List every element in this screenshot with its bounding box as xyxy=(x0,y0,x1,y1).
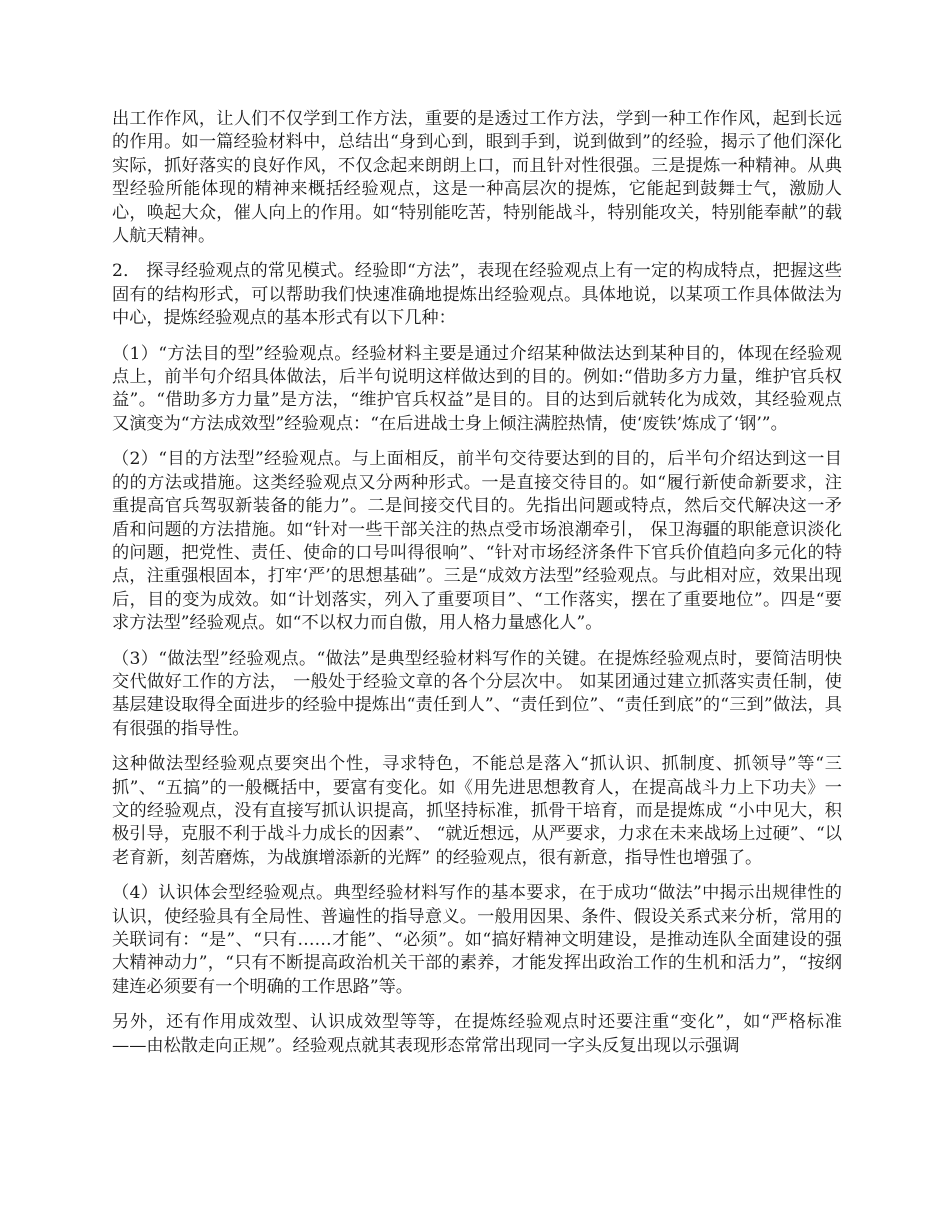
paragraph-work-style: 出工作作风，让人们不仅学到工作方法，重要的是透过工作方法，学到一种工作作风，起到长远的作用。如一篇经验材料中，总结出“身到心到，眼到手到，说到做到”的经验，揭示了他们深化实际，抓好落实的良好作风，不仅念起来朗朗上口，而且针对性很强。三是提炼一种精神。从典型经验所能体现的精神来概括经验观点，这是一种高层次的提炼，它能起到鼓舞士气，激励人心，唤起大众，催人向上的作用。如“特别能吃苦，特别能战斗，特别能攻关，特别能奉献”的载人航天精神。 xyxy=(112,109,842,247)
paragraph-common-patterns: 2． 探寻经验观点的常见模式。经验即“方法”，表现在经验观点上有一定的构成特点，把握这些固有的结构形式，可以帮助我们快速准确地提炼出经验观点。具体地说，以某项工作具体做法为中心，提炼经验观点的基本形式有以下几种： xyxy=(112,261,842,329)
paragraph-practice-type: （3）“做法型”经验观点。“做法”是典型经验材料写作的关键。在提炼经验观点时，要简洁明快交代做好工作的方法， 一般处于经验文章的各个分层次中。 如某团通过建立抓落实责任制，使基层建设取得全面进步的经验中提炼出“责任到人”、“责任到位”、“责任到底”的“三到”做法，具有很强的指导性。 xyxy=(112,648,842,739)
paragraph-understanding-type: （4）认识体会型经验观点。典型经验材料写作的基本要求，在于成功“做法”中揭示出规律性的认识，使经验具有全局性、普遍性的指导意义。一般用因果、条件、假设关系式来分析，常用的关联词有：“是”、“只有……才能”、“必须”。如“搞好精神文明建设，是推动连队全面建设的强大精神动力”，“只有不断提高政治机关干部的素养，才能发挥出政治工作的生机和活力”，“按纲建连必须要有一个明确的工作思路”等。 xyxy=(112,883,842,997)
document-body xyxy=(112,108,842,1070)
paragraph-method-purpose: （1）“方法目的型”经验观点。经验材料主要是通过介绍某种做法达到某种目的，体现在经验观点上，前半句介绍具体做法，后半句说明这样做达到的目的。例如:“借助多方力量，维护官兵权益”。“借助多方力量”是方法，“维护官兵权益”是目的。目的达到后就转化为成效，其经验观点又演变为“方法成效型”经验观点：“在后进战士身上倾注满腔热情，使‘废铁’炼成了‘钢’”。 xyxy=(112,343,842,434)
paragraph-other-types: 另外，还有作用成效型、认识成效型等等，在提炼经验观点时还要注重“变化”，如“严格标准——由松散走向正规”。经验观点就其表现形态常常出现同一字头反复出现以示强调 xyxy=(112,1012,842,1056)
paragraph-purpose-method: （2）“目的方法型”经验观点。与上面相反，前半句交待要达到的目的，后半句介绍达到这一目的的方法或措施。这类经验观点又分两种形式。一是直接交待目的。如“履行新使命新要求，注重提高官兵驾驭新装备的能力”。二是间接交代目的。先指出问题或特点，然后交代解决这一矛盾和问题的方法措施。如“针对一些干部关注的热点受市场浪潮牵引， 保卫海疆的职能意识淡化的问题，把党性、责任、使命的口号叫得很响”、“针对市场经济条件下官兵价值趋向多元化的特点，注重强根固本，打牢‘严’的思想基础”。三是“成效方法型”经验观点。与此相对应，效果出现后，目的变为成效。如“计划落实，列入了重要项目”、“工作落实，摆在了重要地位”。四是“要求方法型”经验观点。如“不以权力而自傲，用人格力量感化人”。 xyxy=(112,449,842,634)
paragraph-practice-individuality: 这种做法型经验观点要突出个性，寻求特色，不能总是落入“抓认识、抓制度、抓领导”等“三抓”、“五搞”的一般概括中，要富有变化。如《用先进思想教育人，在提高战斗力上下功夫》一文的经验观点，没有直接写抓认识提高，抓坚持标准，抓骨干培育，而是提炼成 “小中见大，积极引导，克服不利于战斗力成长的因素”、 “就近想远，从严要求，力求在未来战场上过硬”、“以老育新，刻苦磨炼，为战旗增添新的光辉” 的经验观点，很有新意，指导性也增强了。 xyxy=(112,754,842,868)
